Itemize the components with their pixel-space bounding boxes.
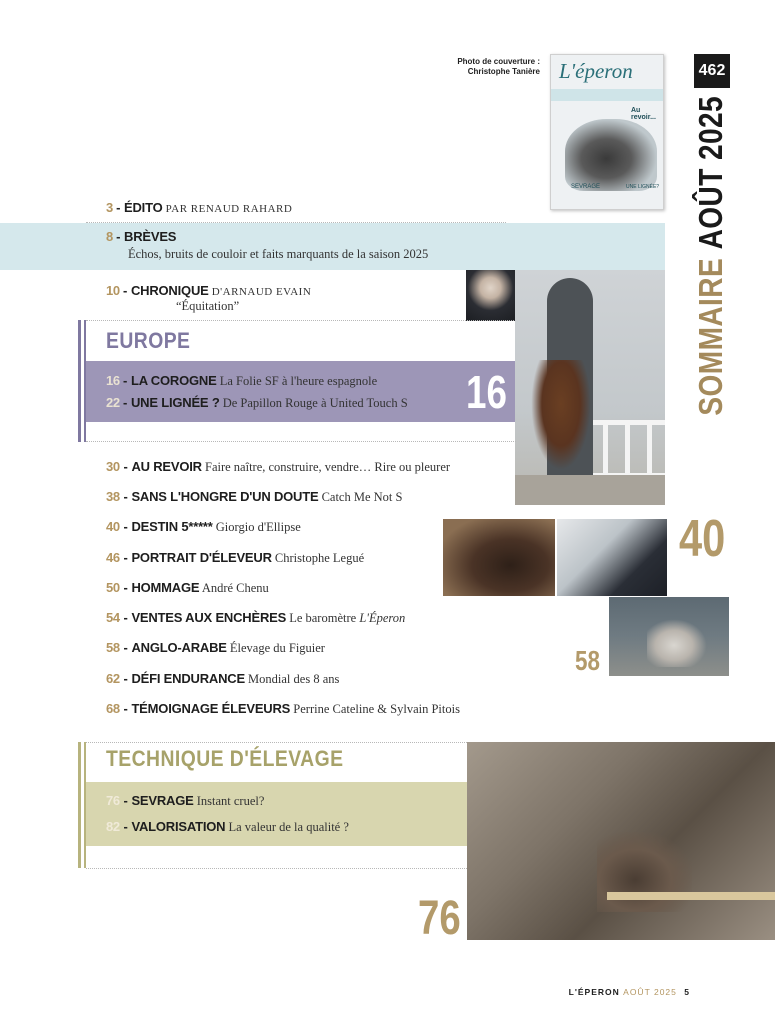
toc-entry-hommage[interactable] bbox=[106, 580, 269, 596]
separator: - bbox=[119, 550, 132, 565]
fence-rail bbox=[607, 892, 775, 900]
arena-ground bbox=[515, 475, 665, 505]
section-heading-technique: TECHNIQUE D'ÉLEVAGE bbox=[106, 746, 344, 771]
separator: - bbox=[119, 793, 132, 808]
toc-entry-breves[interactable] bbox=[106, 229, 176, 245]
entry-title: PORTRAIT D'ÉLEVEUR bbox=[131, 550, 272, 565]
entry-title: HOMMAGE bbox=[131, 580, 200, 595]
big-page-number-16: 16 bbox=[466, 366, 507, 418]
europe-band bbox=[86, 361, 515, 422]
entry-title: CHRONIQUE bbox=[130, 283, 209, 298]
arena-horse-photo bbox=[515, 270, 665, 505]
entry-subtitle: La Folie SF à l'heure espagnole bbox=[219, 374, 378, 388]
separator: - bbox=[123, 373, 131, 388]
separator: - bbox=[119, 671, 132, 686]
title-sommaire: SOMMAIRE bbox=[692, 257, 729, 416]
toc-entry-chronique[interactable] bbox=[106, 283, 311, 299]
cover-credit-name: Christophe Tanière bbox=[467, 67, 540, 76]
cover-credit-label: Photo de couverture : bbox=[457, 57, 540, 66]
entry-subtitle: André Chenu bbox=[201, 581, 269, 595]
toc-entry-la-corogne[interactable] bbox=[106, 373, 377, 389]
page-number: 50 bbox=[106, 580, 120, 595]
separator: - bbox=[116, 229, 125, 244]
cover-credit bbox=[420, 57, 540, 77]
entry-subtitle: La valeur de la qualité ? bbox=[228, 820, 349, 834]
toc-entry-anglo-arabe[interactable] bbox=[106, 640, 325, 656]
separator: - bbox=[119, 640, 132, 655]
entry-subtitle: De Papillon Rouge à United Touch S bbox=[222, 396, 408, 410]
toc-entry-defi-endurance[interactable] bbox=[106, 671, 339, 687]
cover-horse-photo bbox=[565, 119, 660, 191]
cover-headline-3: UNE LIGNÉE? bbox=[626, 184, 660, 190]
entry-subtitle: Faire naître, construire, vendre… Rire ou pleurer bbox=[205, 460, 451, 474]
toc-entry-temoignage[interactable] bbox=[106, 701, 460, 717]
page-number: 3 bbox=[106, 200, 113, 215]
entry-subtitle: Mondial des 8 ans bbox=[248, 672, 340, 686]
entry-subtitle: Giorgio d'Ellipse bbox=[215, 520, 301, 534]
page-number: 38 bbox=[106, 489, 120, 504]
entry-subtitle: Perrine Cateline & Sylvain Pitois bbox=[293, 702, 460, 716]
foal-head bbox=[597, 832, 692, 912]
separator: - bbox=[116, 200, 125, 215]
page-number: 46 bbox=[106, 550, 120, 565]
entry-title: DÉFI ENDURANCE bbox=[131, 671, 245, 686]
footer-page-number: 5 bbox=[684, 987, 690, 997]
page-number: 16 bbox=[106, 373, 120, 388]
toc-entry-sans-lhongre[interactable] bbox=[106, 489, 402, 505]
footer-month: AOÛT 2025 bbox=[623, 987, 677, 997]
horse-head-photo bbox=[443, 519, 555, 596]
chronique-subtitle: “Équitation” bbox=[176, 299, 240, 313]
entry-title: ANGLO-ARABE bbox=[131, 640, 227, 655]
entry-title: DESTIN 5***** bbox=[131, 519, 213, 534]
toc-entry-edito[interactable] bbox=[106, 200, 292, 216]
entry-title: BRÈVES bbox=[124, 229, 177, 244]
page-footer bbox=[520, 987, 690, 997]
entry-subtitle: Le baromètre bbox=[289, 611, 360, 625]
entry-title: LA COROGNE bbox=[130, 373, 217, 388]
separator: - bbox=[119, 610, 132, 625]
cover-headline-1: Au revoir... bbox=[631, 107, 656, 121]
big-page-number-58: 58 bbox=[575, 645, 600, 676]
page-number: 82 bbox=[106, 819, 120, 834]
page-number: 68 bbox=[106, 701, 120, 716]
foal-mare-photo bbox=[467, 742, 775, 940]
separator: - bbox=[119, 489, 132, 504]
entry-title: VENTES AUX ENCHÈRES bbox=[131, 610, 287, 625]
page-number: 30 bbox=[106, 459, 120, 474]
divider bbox=[86, 441, 516, 442]
page-number: 62 bbox=[106, 671, 120, 686]
toc-entry-portrait-eleveur[interactable] bbox=[106, 550, 364, 566]
page-number: 10 bbox=[106, 283, 120, 298]
europe-bar bbox=[78, 320, 81, 442]
toc-entry-sevrage[interactable] bbox=[106, 793, 264, 809]
entry-title: ÉDITO bbox=[124, 200, 163, 215]
entry-title: TÉMOIGNAGE ÉLEVEURS bbox=[131, 701, 291, 716]
cover-thumbnail bbox=[550, 54, 664, 210]
issue-number: 462 bbox=[694, 54, 730, 88]
horse-silhouette bbox=[531, 360, 591, 470]
cover-logo: L'éperon bbox=[559, 59, 633, 83]
footer-brand: L'ÉPERON bbox=[568, 987, 620, 997]
separator: - bbox=[123, 395, 131, 410]
divider bbox=[86, 320, 516, 321]
toc-entry-au-revoir[interactable] bbox=[106, 459, 450, 475]
entry-subtitle: Élevage du Figuier bbox=[229, 641, 325, 655]
toc-entry-destin[interactable] bbox=[106, 519, 301, 535]
divider bbox=[86, 742, 467, 743]
separator: - bbox=[119, 819, 132, 834]
divider bbox=[86, 868, 467, 869]
columnist-portrait-photo bbox=[466, 270, 515, 321]
title-date: AOÛT 2025 bbox=[692, 96, 729, 250]
entry-title: UNE LIGNÉE ? bbox=[130, 395, 220, 410]
breeder-portrait-photo bbox=[557, 519, 667, 596]
entry-title: VALORISATION bbox=[131, 819, 226, 834]
separator: - bbox=[119, 580, 132, 595]
entry-subtitle: D'ARNAUD EVAIN bbox=[211, 286, 312, 298]
separator: - bbox=[119, 519, 132, 534]
toc-entry-ventes[interactable] bbox=[106, 610, 405, 626]
toc-entry-valorisation[interactable] bbox=[106, 819, 349, 835]
section-heading-europe: EUROPE bbox=[106, 328, 191, 353]
endurance-rider-photo bbox=[609, 597, 729, 676]
entry-subtitle: Christophe Legué bbox=[274, 551, 365, 565]
separator: - bbox=[119, 701, 132, 716]
entry-subtitle: Catch Me Not S bbox=[321, 490, 403, 504]
big-page-number-76: 76 bbox=[418, 892, 461, 945]
page-number: 22 bbox=[106, 395, 120, 410]
page-number: 8 bbox=[106, 229, 113, 244]
technique-bar bbox=[78, 742, 81, 868]
entry-title: AU REVOIR bbox=[131, 459, 202, 474]
entry-subtitle-italic: L'Éperon bbox=[359, 611, 406, 625]
entry-subtitle: PAR RENAUD RAHARD bbox=[165, 203, 293, 215]
entry-title: SANS L'HONGRE D'UN DOUTE bbox=[131, 489, 319, 504]
cover-band bbox=[551, 89, 664, 101]
toc-entry-une-lignee[interactable] bbox=[106, 395, 408, 411]
entry-title: SEVRAGE bbox=[131, 793, 194, 808]
page-number: 40 bbox=[106, 519, 120, 534]
big-page-number-40: 40 bbox=[679, 510, 726, 568]
separator: - bbox=[123, 283, 131, 298]
separator: - bbox=[119, 459, 132, 474]
page-number: 76 bbox=[106, 793, 120, 808]
page-number: 58 bbox=[106, 640, 120, 655]
page-number: 54 bbox=[106, 610, 120, 625]
entry-subtitle: Instant cruel? bbox=[196, 794, 265, 808]
breves-subtitle: Échos, bruits de couloir et faits marquants de la saison 2025 bbox=[128, 247, 429, 261]
technique-band bbox=[86, 782, 467, 846]
white-fence bbox=[593, 420, 665, 478]
cover-headline-2: SEVRAGE bbox=[571, 184, 601, 190]
